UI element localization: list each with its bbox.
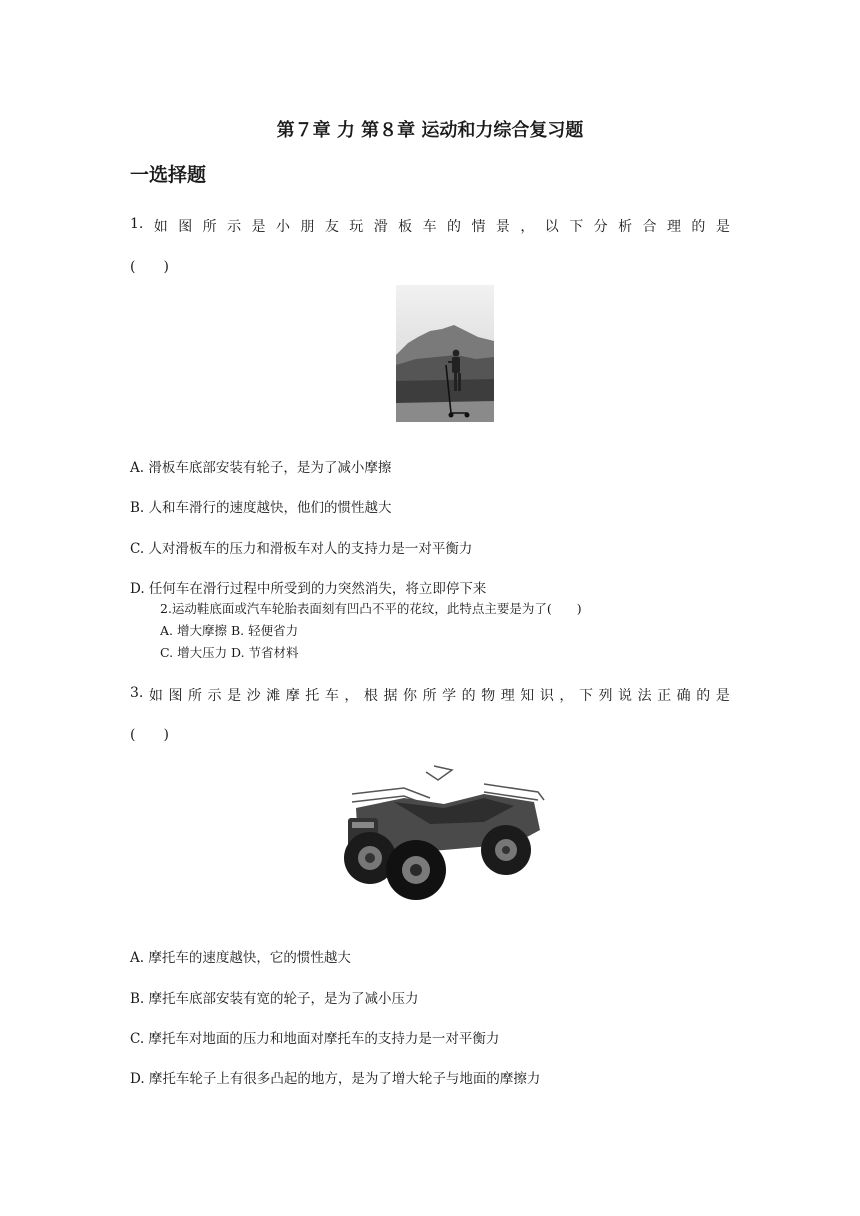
question-1-stem-char: 以 [544, 219, 559, 235]
question-1-stem-char: 的 [691, 219, 706, 235]
question-1-stem-char: 所 [202, 219, 217, 235]
question-1-stem-char: 情 [471, 219, 486, 235]
question-3-paren: ( ) [130, 727, 169, 743]
atv-photo [334, 758, 550, 908]
page-title: 第７章 力 第８章 运动和力综合复习题 [276, 120, 584, 141]
question-3-stem-char: 识 [539, 688, 554, 704]
question-1-stem-char: 朋 [300, 219, 315, 235]
question-1-stem-char: 是 [715, 219, 730, 235]
question-1-stem-char: 析 [618, 219, 633, 235]
question-1-stem-char: 车 [422, 219, 437, 235]
question-3-stem-char: 示 [207, 688, 222, 704]
question-1-option-d: D. 任何车在滑行过程中所受到的力突然消失，将立即停下来 [130, 581, 487, 597]
question-3-stem-char: 你 [403, 688, 418, 704]
question-1-stem-char: 如 [153, 219, 168, 235]
question-3-stem [130, 685, 730, 705]
question-1-option-c: C. 人对滑板车的压力和滑板车对人的支持力是一对平衡力 [130, 541, 473, 557]
question-3-stem-char: 的 [696, 688, 711, 704]
question-3-stem-char: 托 [305, 688, 320, 704]
question-3-stem-char: 如 [148, 688, 163, 704]
question-1-paren: ( ) [130, 259, 169, 275]
question-3-stem-char: 列 [598, 688, 613, 704]
question-1-stem-char: 的 [447, 219, 462, 235]
question-1-stem-char: 小 [275, 219, 290, 235]
question-1-option-a: A. 滑板车底部安装有轮子，是为了减小摩擦 [130, 460, 392, 476]
question-1-stem-char: 图 [178, 219, 193, 235]
question-3-stem-char: 滩 [266, 688, 281, 704]
question-3-stem-char: 理 [500, 688, 515, 704]
question-1-stem-char: 景 [495, 219, 510, 235]
question-3-option-d: D. 摩托车轮子上有很多凸起的地方，是为了增大轮子与地面的摩擦力 [130, 1071, 541, 1087]
question-3-stem-char: 正 [657, 688, 672, 704]
question-3-stem-char: 学 [442, 688, 457, 704]
question-3-stem-char: 所 [422, 688, 437, 704]
scooter-photo [396, 285, 494, 422]
question-3-stem-char: 的 [461, 688, 476, 704]
question-1-stem-char: 滑 [373, 219, 388, 235]
question-3-stem-char: 3. [130, 685, 144, 701]
question-3-stem-char: 确 [676, 688, 691, 704]
question-3-stem-char: 图 [168, 688, 183, 704]
question-3-stem-char: 说 [618, 688, 633, 704]
question-1-stem-char: 板 [398, 219, 413, 235]
question-1-stem-char: ， [520, 219, 535, 235]
question-1-stem-char: 友 [324, 219, 339, 235]
question-3-stem-char: 是 [715, 688, 730, 704]
question-3-stem-char: 知 [520, 688, 535, 704]
question-3-option-a: A. 摩托车的速度越快，它的惯性越大 [130, 950, 351, 966]
question-3-stem-char: 物 [481, 688, 496, 704]
question-1-stem-char: 理 [666, 219, 681, 235]
question-1-stem [130, 216, 730, 236]
question-3-stem-char: 摩 [285, 688, 300, 704]
question-1-stem-char: 下 [569, 219, 584, 235]
question-1-stem-char: 玩 [349, 219, 364, 235]
question-2-options-row-1: A. 增大摩擦 B. 轻便省力 [160, 623, 299, 638]
question-3-stem-char: ， [344, 688, 359, 704]
question-3-stem-char: 根 [363, 688, 378, 704]
question-2-options-row-2: C. 增大压力 D. 节省材料 [160, 645, 299, 660]
section-heading: 一选择题 [130, 164, 207, 186]
question-3-stem-char: 沙 [246, 688, 261, 704]
question-3-stem-char: 据 [383, 688, 398, 704]
question-1-stem-char: 合 [642, 219, 657, 235]
question-1-stem-char: 分 [593, 219, 608, 235]
question-2-stem: 2.运动鞋底面或汽车轮胎表面刻有凹凸不平的花纹，此特点主要是为了( ) [160, 601, 582, 616]
question-1-stem-char: 是 [251, 219, 266, 235]
question-3-stem-char: 车 [324, 688, 339, 704]
question-3-option-b: B. 摩托车底部安装有宽的轮子，是为了减小压力 [130, 991, 419, 1007]
question-3-option-c: C. 摩托车对地面的压力和地面对摩托车的支持力是一对平衡力 [130, 1031, 500, 1047]
question-1-stem-char: 示 [227, 219, 242, 235]
question-1-option-b: B. 人和车滑行的速度越快，他们的惯性越大 [130, 500, 392, 516]
question-3-stem-char: 所 [188, 688, 202, 704]
question-3-stem-char: ， [559, 688, 574, 704]
question-1-stem-char: 1. [130, 216, 144, 232]
question-3-stem-char: 是 [227, 688, 242, 704]
question-3-stem-char: 法 [637, 688, 652, 704]
question-3-stem-char: 下 [578, 688, 593, 704]
